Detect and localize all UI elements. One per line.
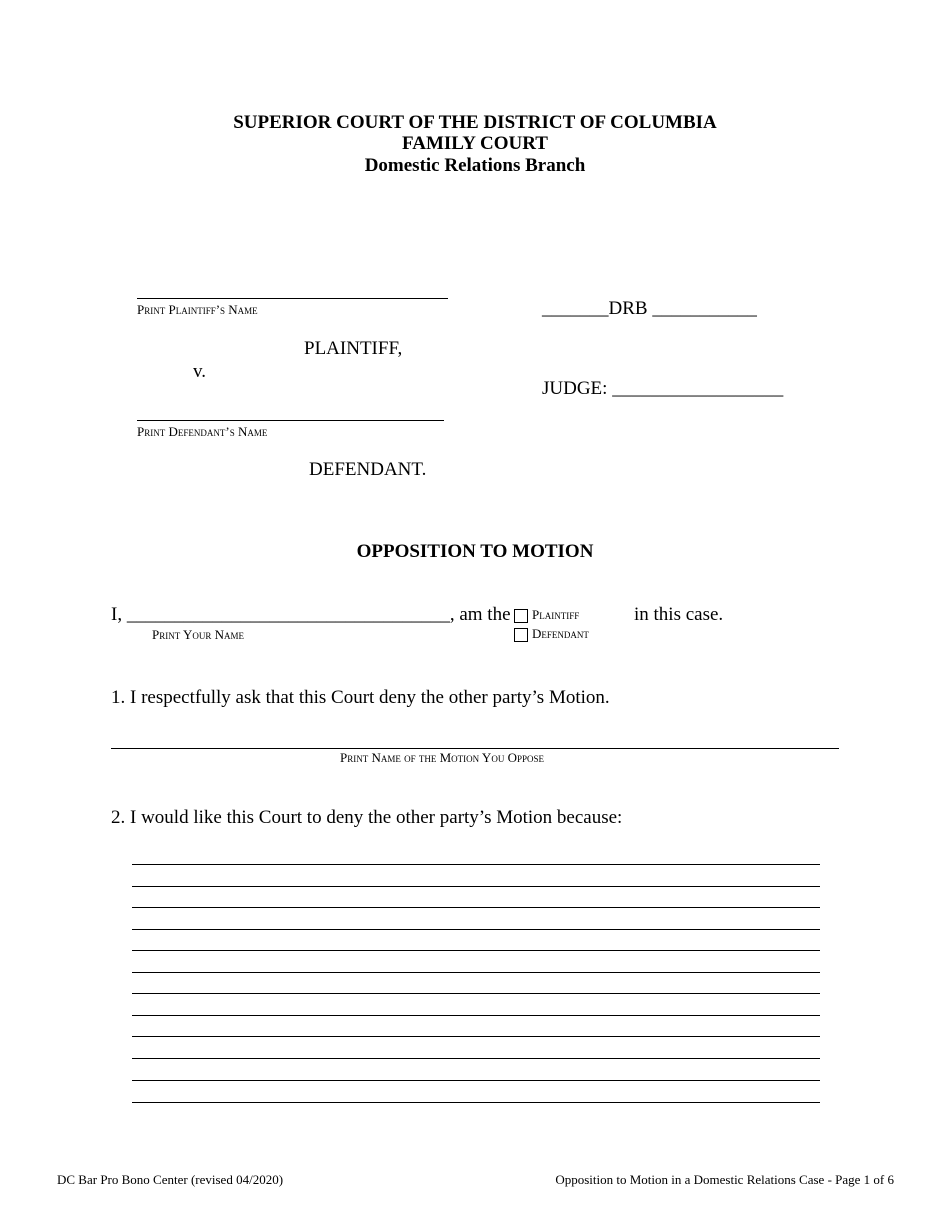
- judge-line[interactable]: [542, 378, 783, 400]
- plaintiff-option-label: Plaintiff: [532, 607, 580, 622]
- case-number-line[interactable]: [542, 298, 757, 320]
- reason-line[interactable]: [132, 1102, 820, 1103]
- footer-right: Opposition to Motion in a Domestic Relations Case - Page 1 of 6: [555, 1172, 894, 1187]
- court-division: FAMILY COURT: [402, 133, 548, 154]
- reason-line[interactable]: [132, 1015, 820, 1016]
- defendant-option-label: Defendant: [532, 626, 589, 641]
- intro-prefix: I,: [111, 604, 123, 625]
- item-2-text: 2. I would like this Court to deny the other party’s Motion because:: [111, 807, 623, 828]
- case-number-prefix: _______: [542, 298, 609, 319]
- defendant-word: DEFENDANT.: [309, 459, 427, 480]
- court-branch: Domestic Relations Branch: [364, 155, 586, 176]
- judge-blank: __________________: [612, 378, 784, 399]
- reason-line[interactable]: [132, 886, 820, 887]
- judge-label: JUDGE:: [542, 378, 608, 399]
- reason-line[interactable]: [132, 1080, 820, 1081]
- motion-name-label: Print Name of the Motion You Oppose: [340, 750, 544, 765]
- intro-suffix: in this case.: [634, 604, 724, 625]
- your-name-field[interactable]: __________________________________: [126, 604, 450, 625]
- document-title: OPPOSITION TO MOTION: [356, 541, 594, 562]
- item-1-text: 1. I respectfully ask that this Court deny the other party’s Motion.: [111, 687, 610, 708]
- reason-line[interactable]: [132, 993, 820, 994]
- intro-am-the: , am the: [449, 604, 511, 625]
- reason-line[interactable]: [132, 950, 820, 951]
- plaintiff-word: PLAINTIFF,: [304, 338, 403, 359]
- reason-line[interactable]: [132, 1058, 820, 1059]
- reason-line[interactable]: [132, 1036, 820, 1037]
- versus: v.: [193, 361, 207, 382]
- reason-line[interactable]: [132, 929, 820, 930]
- reason-line[interactable]: [132, 864, 820, 865]
- case-number-suffix: ___________: [652, 298, 757, 319]
- your-name-label: Print Your Name: [152, 627, 245, 642]
- plaintiff-name-label: Print Plaintiff’s Name: [137, 302, 258, 317]
- plaintiff-checkbox[interactable]: [514, 609, 528, 623]
- court-name: SUPERIOR COURT OF THE DISTRICT OF COLUMBIA: [233, 112, 717, 133]
- footer-left: DC Bar Pro Bono Center (revised 04/2020): [57, 1172, 284, 1187]
- motion-name-field[interactable]: [111, 748, 839, 749]
- intro-line: [111, 604, 511, 626]
- reason-line[interactable]: [132, 972, 820, 973]
- reason-line[interactable]: [132, 907, 820, 908]
- defendant-name-field[interactable]: [137, 420, 444, 421]
- plaintiff-name-field[interactable]: [137, 298, 448, 299]
- defendant-name-label: Print Defendant’s Name: [137, 424, 268, 439]
- defendant-checkbox[interactable]: [514, 628, 528, 642]
- case-type: DRB: [608, 298, 648, 319]
